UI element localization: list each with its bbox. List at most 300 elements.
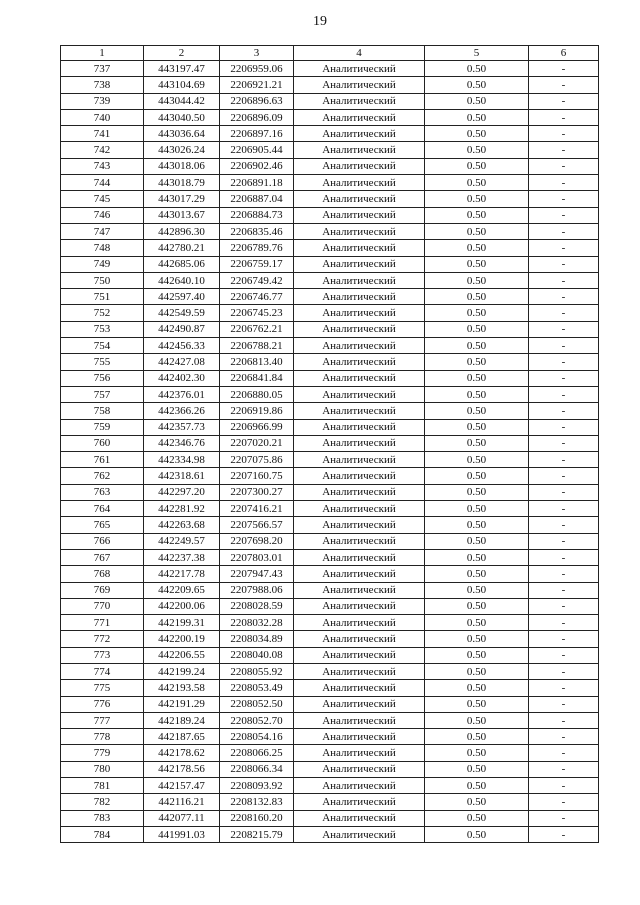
y-coordinate-cell: 2207566.57: [220, 517, 294, 533]
table-row: [61, 549, 599, 565]
x-coordinate-cell: 442281.92: [144, 501, 220, 517]
accuracy-cell: 0.50: [425, 680, 529, 696]
point-number-cell: 781: [61, 778, 144, 794]
point-number-cell: 744: [61, 175, 144, 191]
note-cell: -: [529, 566, 599, 582]
x-coordinate-cell: 442366.26: [144, 403, 220, 419]
table-row: [61, 289, 599, 305]
y-coordinate-cell: 2207947.43: [220, 566, 294, 582]
accuracy-cell: 0.50: [425, 256, 529, 272]
method-cell: Аналитический: [294, 338, 425, 354]
accuracy-cell: 0.50: [425, 647, 529, 663]
table-row: [61, 240, 599, 256]
method-cell: Аналитический: [294, 403, 425, 419]
point-number-cell: 743: [61, 158, 144, 174]
method-cell: Аналитический: [294, 223, 425, 239]
accuracy-cell: 0.50: [425, 289, 529, 305]
table-row: [61, 631, 599, 647]
note-cell: -: [529, 93, 599, 109]
note-cell: -: [529, 778, 599, 794]
note-cell: -: [529, 745, 599, 761]
method-cell: Аналитический: [294, 647, 425, 663]
table-row: [61, 175, 599, 191]
accuracy-cell: 0.50: [425, 403, 529, 419]
accuracy-cell: 0.50: [425, 338, 529, 354]
accuracy-cell: 0.50: [425, 452, 529, 468]
method-cell: Аналитический: [294, 370, 425, 386]
note-cell: -: [529, 484, 599, 500]
point-number-cell: 747: [61, 223, 144, 239]
column-header-4: 4: [294, 46, 425, 61]
y-coordinate-cell: 2206789.76: [220, 240, 294, 256]
y-coordinate-cell: 2208053.49: [220, 680, 294, 696]
method-cell: Аналитический: [294, 321, 425, 337]
note-cell: -: [529, 533, 599, 549]
note-cell: -: [529, 598, 599, 614]
y-coordinate-cell: 2207988.06: [220, 582, 294, 598]
column-header-5: 5: [425, 46, 529, 61]
point-number-cell: 753: [61, 321, 144, 337]
point-number-cell: 776: [61, 696, 144, 712]
method-cell: Аналитический: [294, 663, 425, 679]
point-number-cell: 771: [61, 615, 144, 631]
table-row: [61, 305, 599, 321]
point-number-cell: 751: [61, 289, 144, 305]
accuracy-cell: 0.50: [425, 794, 529, 810]
note-cell: -: [529, 175, 599, 191]
method-cell: Аналитический: [294, 175, 425, 191]
y-coordinate-cell: 2207803.01: [220, 549, 294, 565]
point-number-cell: 779: [61, 745, 144, 761]
table-row: [61, 501, 599, 517]
point-number-cell: 782: [61, 794, 144, 810]
coordinates-table: [60, 45, 599, 843]
point-number-cell: 756: [61, 370, 144, 386]
x-coordinate-cell: 442209.65: [144, 582, 220, 598]
y-coordinate-cell: 2206813.40: [220, 354, 294, 370]
note-cell: -: [529, 126, 599, 142]
accuracy-cell: 0.50: [425, 126, 529, 142]
method-cell: Аналитический: [294, 386, 425, 402]
x-coordinate-cell: 442191.29: [144, 696, 220, 712]
y-coordinate-cell: 2206884.73: [220, 207, 294, 223]
table-row: [61, 826, 599, 842]
point-number-cell: 745: [61, 191, 144, 207]
accuracy-cell: 0.50: [425, 745, 529, 761]
method-cell: Аналитический: [294, 240, 425, 256]
method-cell: Аналитический: [294, 615, 425, 631]
method-cell: Аналитический: [294, 729, 425, 745]
note-cell: -: [529, 158, 599, 174]
x-coordinate-cell: 443013.67: [144, 207, 220, 223]
x-coordinate-cell: 443197.47: [144, 61, 220, 77]
accuracy-cell: 0.50: [425, 631, 529, 647]
point-number-cell: 737: [61, 61, 144, 77]
y-coordinate-cell: 2206902.46: [220, 158, 294, 174]
point-number-cell: 766: [61, 533, 144, 549]
method-cell: Аналитический: [294, 305, 425, 321]
x-coordinate-cell: 442376.01: [144, 386, 220, 402]
y-coordinate-cell: 2208032.28: [220, 615, 294, 631]
x-coordinate-cell: 442346.76: [144, 435, 220, 451]
y-coordinate-cell: 2208034.89: [220, 631, 294, 647]
accuracy-cell: 0.50: [425, 468, 529, 484]
point-number-cell: 763: [61, 484, 144, 500]
y-coordinate-cell: 2206788.21: [220, 338, 294, 354]
header-row: [61, 46, 599, 61]
y-coordinate-cell: 2206745.23: [220, 305, 294, 321]
accuracy-cell: 0.50: [425, 778, 529, 794]
method-cell: Аналитический: [294, 778, 425, 794]
note-cell: -: [529, 663, 599, 679]
point-number-cell: 764: [61, 501, 144, 517]
table-row: [61, 761, 599, 777]
note-cell: -: [529, 77, 599, 93]
table-row: [61, 272, 599, 288]
method-cell: Аналитический: [294, 810, 425, 826]
table-row: [61, 207, 599, 223]
table-row: [61, 794, 599, 810]
y-coordinate-cell: 2206835.46: [220, 223, 294, 239]
method-cell: Аналитический: [294, 435, 425, 451]
y-coordinate-cell: 2206749.42: [220, 272, 294, 288]
x-coordinate-cell: 442263.68: [144, 517, 220, 533]
point-number-cell: 740: [61, 109, 144, 125]
accuracy-cell: 0.50: [425, 305, 529, 321]
table-row: [61, 191, 599, 207]
note-cell: -: [529, 109, 599, 125]
y-coordinate-cell: 2206966.99: [220, 419, 294, 435]
table-header: [61, 46, 599, 61]
note-cell: -: [529, 305, 599, 321]
table-row: [61, 582, 599, 598]
table-row: [61, 533, 599, 549]
method-cell: Аналитический: [294, 745, 425, 761]
note-cell: -: [529, 142, 599, 158]
x-coordinate-cell: 443040.50: [144, 109, 220, 125]
note-cell: -: [529, 810, 599, 826]
point-number-cell: 773: [61, 647, 144, 663]
note-cell: -: [529, 191, 599, 207]
method-cell: Аналитический: [294, 126, 425, 142]
accuracy-cell: 0.50: [425, 810, 529, 826]
method-cell: Аналитический: [294, 794, 425, 810]
method-cell: Аналитический: [294, 598, 425, 614]
y-coordinate-cell: 2206880.05: [220, 386, 294, 402]
x-coordinate-cell: 442640.10: [144, 272, 220, 288]
x-coordinate-cell: 442896.30: [144, 223, 220, 239]
table-row: [61, 223, 599, 239]
note-cell: -: [529, 647, 599, 663]
accuracy-cell: 0.50: [425, 77, 529, 93]
method-cell: Аналитический: [294, 631, 425, 647]
point-number-cell: 784: [61, 826, 144, 842]
note-cell: -: [529, 582, 599, 598]
point-number-cell: 774: [61, 663, 144, 679]
accuracy-cell: 0.50: [425, 191, 529, 207]
y-coordinate-cell: 2208066.25: [220, 745, 294, 761]
accuracy-cell: 0.50: [425, 712, 529, 728]
method-cell: Аналитический: [294, 696, 425, 712]
table-row: [61, 778, 599, 794]
point-number-cell: 741: [61, 126, 144, 142]
x-coordinate-cell: 443018.06: [144, 158, 220, 174]
x-coordinate-cell: 442217.78: [144, 566, 220, 582]
point-number-cell: 759: [61, 419, 144, 435]
x-coordinate-cell: 443017.29: [144, 191, 220, 207]
x-coordinate-cell: 441991.03: [144, 826, 220, 842]
point-number-cell: 738: [61, 77, 144, 93]
point-number-cell: 770: [61, 598, 144, 614]
point-number-cell: 760: [61, 435, 144, 451]
x-coordinate-cell: 442597.40: [144, 289, 220, 305]
x-coordinate-cell: 442200.06: [144, 598, 220, 614]
x-coordinate-cell: 442237.38: [144, 549, 220, 565]
method-cell: Аналитический: [294, 289, 425, 305]
method-cell: Аналитический: [294, 761, 425, 777]
x-coordinate-cell: 443026.24: [144, 142, 220, 158]
accuracy-cell: 0.50: [425, 207, 529, 223]
accuracy-cell: 0.50: [425, 386, 529, 402]
accuracy-cell: 0.50: [425, 615, 529, 631]
note-cell: -: [529, 256, 599, 272]
point-number-cell: 768: [61, 566, 144, 582]
table-row: [61, 484, 599, 500]
note-cell: -: [529, 240, 599, 256]
method-cell: Аналитический: [294, 549, 425, 565]
method-cell: Аналитический: [294, 517, 425, 533]
accuracy-cell: 0.50: [425, 354, 529, 370]
y-coordinate-cell: 2207300.27: [220, 484, 294, 500]
table-row: [61, 810, 599, 826]
accuracy-cell: 0.50: [425, 223, 529, 239]
point-number-cell: 754: [61, 338, 144, 354]
table-row: [61, 256, 599, 272]
point-number-cell: 765: [61, 517, 144, 533]
method-cell: Аналитический: [294, 419, 425, 435]
page-number: 19: [313, 14, 327, 29]
accuracy-cell: 0.50: [425, 158, 529, 174]
accuracy-cell: 0.50: [425, 321, 529, 337]
method-cell: Аналитический: [294, 566, 425, 582]
table-row: [61, 321, 599, 337]
x-coordinate-cell: 443044.42: [144, 93, 220, 109]
method-cell: Аналитический: [294, 77, 425, 93]
x-coordinate-cell: 442116.21: [144, 794, 220, 810]
method-cell: Аналитический: [294, 272, 425, 288]
method-cell: Аналитический: [294, 452, 425, 468]
accuracy-cell: 0.50: [425, 435, 529, 451]
x-coordinate-cell: 442402.30: [144, 370, 220, 386]
note-cell: -: [529, 223, 599, 239]
table-row: [61, 615, 599, 631]
table-row: [61, 419, 599, 435]
y-coordinate-cell: 2208054.16: [220, 729, 294, 745]
method-cell: Аналитический: [294, 501, 425, 517]
y-coordinate-cell: 2207075.86: [220, 452, 294, 468]
column-header-1: 1: [61, 46, 144, 61]
table-row: [61, 338, 599, 354]
method-cell: Аналитический: [294, 93, 425, 109]
y-coordinate-cell: 2208052.50: [220, 696, 294, 712]
note-cell: -: [529, 826, 599, 842]
point-number-cell: 746: [61, 207, 144, 223]
table-row: [61, 93, 599, 109]
note-cell: -: [529, 419, 599, 435]
y-coordinate-cell: 2208028.59: [220, 598, 294, 614]
point-number-cell: 783: [61, 810, 144, 826]
method-cell: Аналитический: [294, 582, 425, 598]
y-coordinate-cell: 2206746.77: [220, 289, 294, 305]
accuracy-cell: 0.50: [425, 826, 529, 842]
method-cell: Аналитический: [294, 109, 425, 125]
column-header-2: 2: [144, 46, 220, 61]
table-row: [61, 696, 599, 712]
note-cell: -: [529, 338, 599, 354]
point-number-cell: 757: [61, 386, 144, 402]
table-row: [61, 354, 599, 370]
note-cell: -: [529, 370, 599, 386]
accuracy-cell: 0.50: [425, 729, 529, 745]
note-cell: -: [529, 289, 599, 305]
method-cell: Аналитический: [294, 484, 425, 500]
table-row: [61, 142, 599, 158]
accuracy-cell: 0.50: [425, 484, 529, 500]
note-cell: -: [529, 517, 599, 533]
note-cell: -: [529, 321, 599, 337]
point-number-cell: 769: [61, 582, 144, 598]
point-number-cell: 762: [61, 468, 144, 484]
point-number-cell: 780: [61, 761, 144, 777]
point-number-cell: 761: [61, 452, 144, 468]
table-row: [61, 566, 599, 582]
accuracy-cell: 0.50: [425, 142, 529, 158]
note-cell: -: [529, 631, 599, 647]
note-cell: -: [529, 696, 599, 712]
accuracy-cell: 0.50: [425, 175, 529, 191]
x-coordinate-cell: 442780.21: [144, 240, 220, 256]
note-cell: -: [529, 468, 599, 484]
note-cell: -: [529, 435, 599, 451]
accuracy-cell: 0.50: [425, 240, 529, 256]
note-cell: -: [529, 761, 599, 777]
accuracy-cell: 0.50: [425, 93, 529, 109]
note-cell: -: [529, 386, 599, 402]
method-cell: Аналитический: [294, 680, 425, 696]
y-coordinate-cell: 2207416.21: [220, 501, 294, 517]
table-row: [61, 158, 599, 174]
table-row: [61, 712, 599, 728]
note-cell: -: [529, 61, 599, 77]
accuracy-cell: 0.50: [425, 598, 529, 614]
y-coordinate-cell: 2207160.75: [220, 468, 294, 484]
y-coordinate-cell: 2206959.06: [220, 61, 294, 77]
point-number-cell: 750: [61, 272, 144, 288]
y-coordinate-cell: 2206762.21: [220, 321, 294, 337]
point-number-cell: 749: [61, 256, 144, 272]
x-coordinate-cell: 442193.58: [144, 680, 220, 696]
point-number-cell: 739: [61, 93, 144, 109]
method-cell: Аналитический: [294, 712, 425, 728]
x-coordinate-cell: 442077.11: [144, 810, 220, 826]
table-row: [61, 403, 599, 419]
column-header-6: 6: [529, 46, 599, 61]
y-coordinate-cell: 2206841.84: [220, 370, 294, 386]
table-body: [61, 61, 599, 843]
x-coordinate-cell: 442178.56: [144, 761, 220, 777]
note-cell: -: [529, 272, 599, 288]
y-coordinate-cell: 2206891.18: [220, 175, 294, 191]
note-cell: -: [529, 794, 599, 810]
x-coordinate-cell: 442490.87: [144, 321, 220, 337]
table-row: [61, 126, 599, 142]
point-number-cell: 748: [61, 240, 144, 256]
x-coordinate-cell: 442189.24: [144, 712, 220, 728]
note-cell: -: [529, 501, 599, 517]
note-cell: -: [529, 615, 599, 631]
accuracy-cell: 0.50: [425, 761, 529, 777]
x-coordinate-cell: 442187.65: [144, 729, 220, 745]
point-number-cell: 755: [61, 354, 144, 370]
y-coordinate-cell: 2208040.08: [220, 647, 294, 663]
point-number-cell: 752: [61, 305, 144, 321]
y-coordinate-cell: 2208132.83: [220, 794, 294, 810]
table-row: [61, 598, 599, 614]
y-coordinate-cell: 2208066.34: [220, 761, 294, 777]
accuracy-cell: 0.50: [425, 582, 529, 598]
method-cell: Аналитический: [294, 826, 425, 842]
x-coordinate-cell: 442206.55: [144, 647, 220, 663]
x-coordinate-cell: 442249.57: [144, 533, 220, 549]
x-coordinate-cell: 442199.24: [144, 663, 220, 679]
table-row: [61, 61, 599, 77]
accuracy-cell: 0.50: [425, 109, 529, 125]
y-coordinate-cell: 2206919.86: [220, 403, 294, 419]
table-row: [61, 109, 599, 125]
accuracy-cell: 0.50: [425, 370, 529, 386]
table-row: [61, 729, 599, 745]
x-coordinate-cell: 443036.64: [144, 126, 220, 142]
method-cell: Аналитический: [294, 207, 425, 223]
accuracy-cell: 0.50: [425, 517, 529, 533]
table-row: [61, 663, 599, 679]
table-row: [61, 517, 599, 533]
x-coordinate-cell: 442685.06: [144, 256, 220, 272]
accuracy-cell: 0.50: [425, 549, 529, 565]
accuracy-cell: 0.50: [425, 419, 529, 435]
method-cell: Аналитический: [294, 61, 425, 77]
note-cell: -: [529, 403, 599, 419]
point-number-cell: 772: [61, 631, 144, 647]
x-coordinate-cell: 442297.20: [144, 484, 220, 500]
y-coordinate-cell: 2207020.21: [220, 435, 294, 451]
method-cell: Аналитический: [294, 468, 425, 484]
accuracy-cell: 0.50: [425, 663, 529, 679]
note-cell: -: [529, 207, 599, 223]
note-cell: -: [529, 729, 599, 745]
point-number-cell: 775: [61, 680, 144, 696]
x-coordinate-cell: 442200.19: [144, 631, 220, 647]
note-cell: -: [529, 712, 599, 728]
table-row: [61, 468, 599, 484]
method-cell: Аналитический: [294, 354, 425, 370]
method-cell: Аналитический: [294, 191, 425, 207]
x-coordinate-cell: 442357.73: [144, 419, 220, 435]
note-cell: -: [529, 680, 599, 696]
table-row: [61, 77, 599, 93]
x-coordinate-cell: 442157.47: [144, 778, 220, 794]
x-coordinate-cell: 442199.31: [144, 615, 220, 631]
